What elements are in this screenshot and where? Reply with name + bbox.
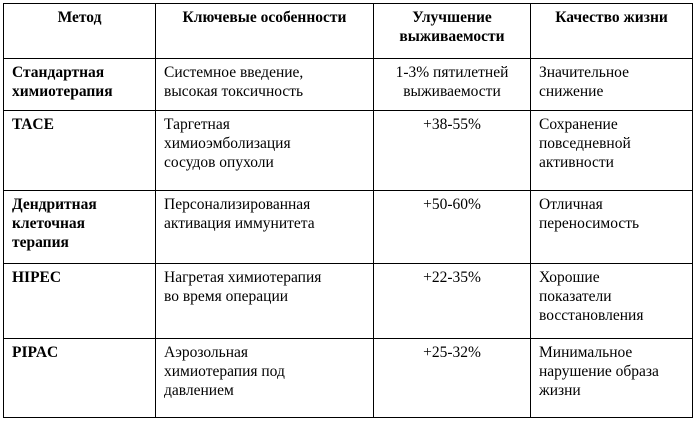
table-row (4, 111, 693, 191)
features-cell: Системное введение, высокая токсичность (156, 59, 374, 111)
method-cell: Стандартная химиотерапия (4, 59, 156, 111)
quality-cell: Минимальное нарушение образа жизни (531, 339, 693, 418)
survival-cell: +25-32% (374, 339, 531, 418)
quality-cell: Значительное снижение (531, 59, 693, 111)
method-cell: Дендритная клеточная терапия (4, 191, 156, 264)
table-row (4, 339, 693, 418)
header-features: Ключевые особенности (156, 4, 374, 59)
method-cell: TACE (4, 111, 156, 191)
table-row (4, 191, 693, 264)
survival-cell: +38-55% (374, 111, 531, 191)
header-quality: Качество жизни (531, 4, 693, 59)
features-cell: Таргетная химиоэмболизация сосудов опухоли (156, 111, 374, 191)
features-cell: Персонализированная активация иммунитета (156, 191, 374, 264)
features-cell: Нагретая химиотерапия во время операции (156, 264, 374, 339)
features-cell: Аэрозольная химиотерапия под давлением (156, 339, 374, 418)
header-method: Метод (4, 4, 156, 59)
table-header-row (4, 4, 693, 59)
table-row (4, 59, 693, 111)
header-survival: Улучшение выживаемости (374, 4, 531, 59)
survival-cell: +50-60% (374, 191, 531, 264)
table-row (4, 264, 693, 339)
comparison-table (3, 3, 693, 418)
quality-cell: Хорошие показатели восстановления (531, 264, 693, 339)
survival-cell: 1-3% пятилетней выживаемости (374, 59, 531, 111)
quality-cell: Сохранение повседневной активности (531, 111, 693, 191)
method-cell: HIPEC (4, 264, 156, 339)
method-cell: PIPAC (4, 339, 156, 418)
quality-cell: Отличная переносимость (531, 191, 693, 264)
survival-cell: +22-35% (374, 264, 531, 339)
